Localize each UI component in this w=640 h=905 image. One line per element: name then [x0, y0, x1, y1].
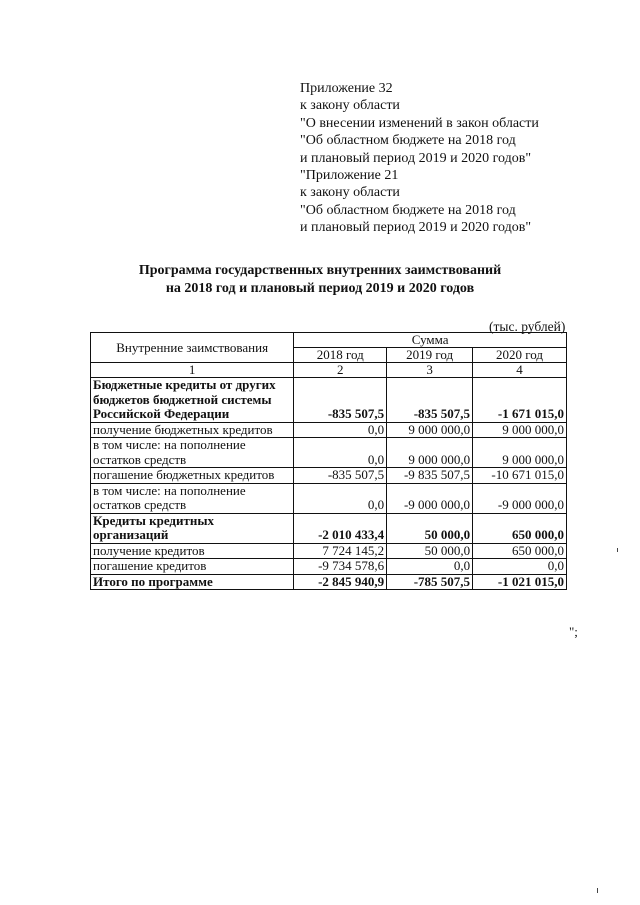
value-2018: -835 507,5: [294, 468, 387, 484]
value-2019: 50 000,0: [387, 543, 473, 559]
appendix-line: и плановый период 2019 и 2020 годов": [300, 150, 532, 166]
value-2020: -9 000 000,0: [473, 483, 567, 513]
value-2019: 9 000 000,0: [387, 422, 473, 438]
appendix-line: к закону области: [300, 185, 400, 201]
sum-header: Сумма: [294, 333, 567, 348]
row-label: Бюджетные кредиты от других бюджетов бюджетной системы Российской Федерации: [91, 378, 294, 423]
column-number: 1: [91, 363, 294, 378]
year-header: 2018 год: [294, 348, 387, 363]
value-2020: 650 000,0: [473, 543, 567, 559]
row-label: в том числе: на пополнение остатков средств: [91, 483, 294, 513]
value-2020: 650 000,0: [473, 513, 567, 543]
value-2020: 0,0: [473, 559, 567, 575]
row-label: Кредиты кредитных организаций: [91, 513, 294, 543]
value-2020: -1 671 015,0: [473, 378, 567, 423]
column-number-row: [91, 363, 567, 378]
total-row: [91, 574, 567, 590]
value-2018: -2 845 940,9: [294, 574, 387, 590]
scan-mark: [597, 888, 598, 893]
value-2019: 0,0: [387, 559, 473, 575]
row-label: в том числе: на пополнение остатков средств: [91, 438, 294, 468]
scan-mark: [617, 548, 618, 552]
year-header: 2020 год: [473, 348, 567, 363]
value-2019: 9 000 000,0: [387, 438, 473, 468]
appendix-line: "Об областном бюджете на 2018 год: [300, 202, 516, 218]
year-header: 2019 год: [387, 348, 473, 363]
appendix-line: "Приложение 21: [300, 168, 399, 184]
value-2018: -9 734 578,6: [294, 559, 387, 575]
table-row: [91, 513, 567, 543]
value-2019: -835 507,5: [387, 378, 473, 423]
table-row: [91, 422, 567, 438]
value-2020: -10 671 015,0: [473, 468, 567, 484]
row-label: Итого по программе: [91, 574, 294, 590]
table-row: [91, 559, 567, 575]
table-row: [91, 468, 567, 484]
value-2019: 50 000,0: [387, 513, 473, 543]
closing-quote: ";: [569, 624, 578, 639]
appendix-line: "Об областном бюджете на 2018 год: [300, 133, 516, 149]
value-2019: -9 835 507,5: [387, 468, 473, 484]
value-2020: -1 021 015,0: [473, 574, 567, 590]
appendix-block: [300, 80, 539, 237]
appendix-line: "О внесении изменений в закон области: [300, 115, 539, 131]
column-number: 3: [387, 363, 473, 378]
column-number: 2: [294, 363, 387, 378]
col-name-header: Внутренние заимствования: [91, 333, 294, 363]
title-line-1: Программа государственных внутренних заимствований: [138, 263, 502, 278]
value-2019: -785 507,5: [387, 574, 473, 590]
table-row: [91, 438, 567, 468]
value-2018: 0,0: [294, 422, 387, 438]
value-2018: 0,0: [294, 483, 387, 513]
value-2020: 9 000 000,0: [473, 422, 567, 438]
value-2019: -9 000 000,0: [387, 483, 473, 513]
table-row: [91, 543, 567, 559]
table-row: [91, 378, 567, 423]
row-label: погашение кредитов: [91, 559, 294, 575]
row-label: получение бюджетных кредитов: [91, 422, 294, 438]
document-title: [0, 262, 640, 298]
value-2018: -835 507,5: [294, 378, 387, 423]
borrowing-table: [90, 332, 567, 590]
row-label: получение кредитов: [91, 543, 294, 559]
appendix-line: и плановый период 2019 и 2020 годов": [300, 220, 532, 236]
value-2020: 9 000 000,0: [473, 438, 567, 468]
value-2018: 0,0: [294, 438, 387, 468]
title-line-2: на 2018 год и плановый период 2019 и 2020 годов: [165, 281, 475, 296]
appendix-line: к закону области: [300, 98, 400, 114]
value-2018: 7 724 145,2: [294, 543, 387, 559]
units-note: (тыс. рублей): [489, 319, 566, 334]
appendix-line: Приложение 32: [300, 81, 393, 96]
header-row: [91, 333, 567, 348]
column-number: 4: [473, 363, 567, 378]
row-label: погашение бюджетных кредитов: [91, 468, 294, 484]
value-2018: -2 010 433,4: [294, 513, 387, 543]
table-row: [91, 483, 567, 513]
